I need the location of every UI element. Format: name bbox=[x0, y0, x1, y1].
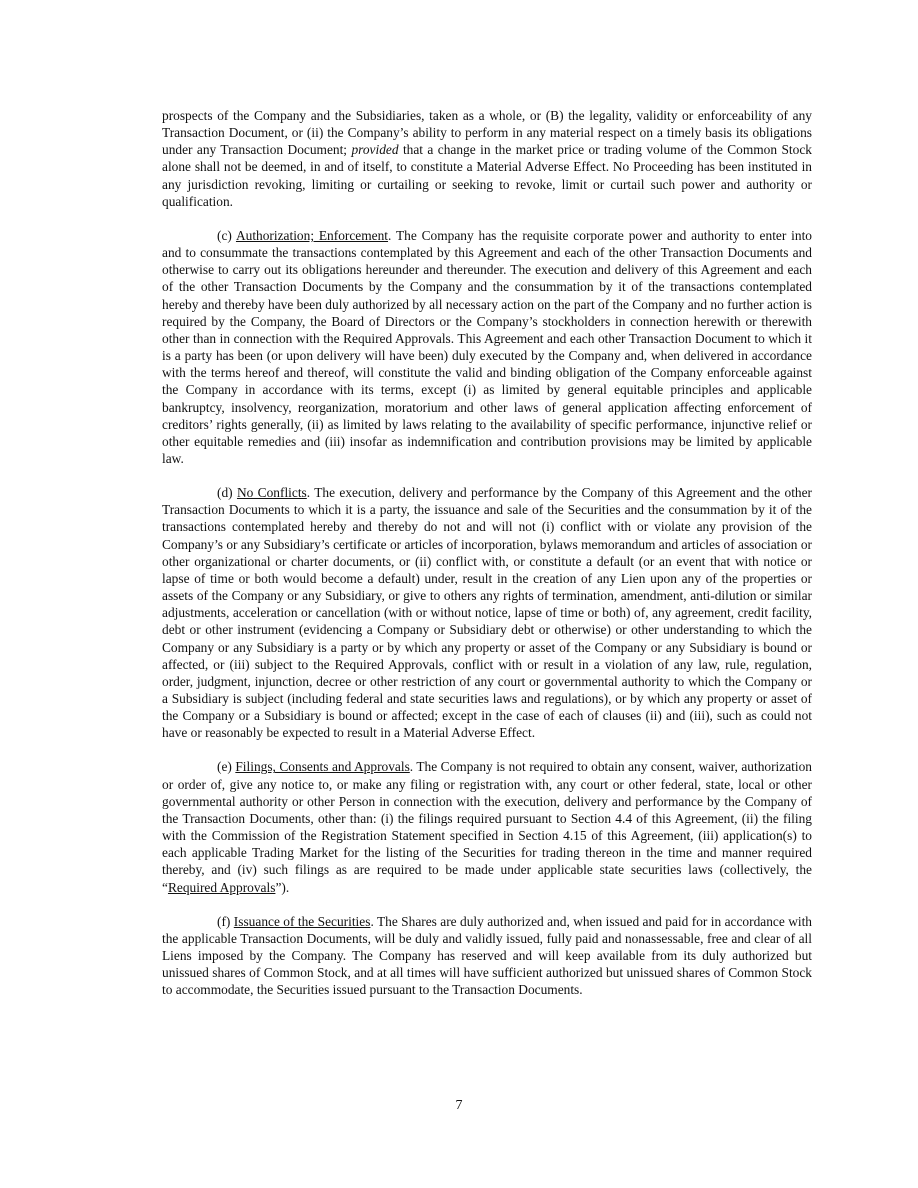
emphasis-provided: provided bbox=[351, 142, 399, 158]
section-c-number: (c) bbox=[217, 227, 236, 243]
section-e-defined-term: Required Approvals bbox=[167, 879, 276, 895]
paragraph-continuation: prospects of the Company and the Subsidiaries, taken as a whole, or (B) the legality, validity or enforceability of any Transaction Document, or (ii) the Company’s ability to perform in any material respect on a timely basis its obligations under any Transaction Document; provided that a change in the market price or trading volume of the Common Stock alone shall not be deemed, in and of itself, to constitute a Material Adverse Effect. No Proceeding has been instituted in any jurisdiction revoking, limiting or curtailing or seeking to revoke, limit or curtail such power and authority or qualification. bbox=[162, 108, 812, 209]
section-f-number: (f) bbox=[217, 913, 234, 929]
section-f-issuance bbox=[162, 913, 812, 999]
section-c-text: . The Company has the requisite corporate power and authority to enter into and to consummate the transactions contemplated by this Agreement and each of the other Transaction Documents and otherwise to carry out its obligations hereunder and thereunder. The execution and delivery of this Agreement and each of the other Transaction Documents by the Company and the consummation by it of the transactions contemplated hereby and thereby have been duly authorized by all necessary action on the part of the Company and no further action is required by the Company, the Board of Directors or the Company’s stockholders in connection herewith or therewith other than in connection with the Required Approvals. This Agreement and each other Transaction Document to which it is a party has been (or upon delivery will have been) duly executed by the Company and, when delivered in accordance with the terms hereof and thereof, will constitute the valid and binding obligation of the Company enforceable against the Company in accordance with its terms, except (i) as limited by general equitable principles and applicable bankruptcy, insolvency, reorganization, moratorium and other laws of general application affecting enforcement of creditors’ rights generally, (ii) as limited by laws relating to the availability of specific performance, injunctive relief or other equitable remedies and (iii) insofar as indemnification and contribution provisions may be limited by applicable law. bbox=[162, 227, 812, 466]
page-number: 7 bbox=[455, 1098, 463, 1113]
section-e-filings: (e) Filings, Consents and Approvals. The Company is not required to obtain any consent, waiver, authorization or order of, give any notice to, or make any filing or registration with, any court or other federal, state, local or other governmental authority or other Person in connection with the execution, delivery and performance by the Company of the Transaction Documents, other than: (i) the filings required pursuant to Section 4.4 of this Agreement, (ii) the filing with the Commission of the Registration Statement specified in Section 4.15 of this Agreement, (iii) application(s) to each applicable Trading Market for the listing of the Securities for trading thereon in the time and manner required thereby, and (iv) such filings as are required to be made under applicable state securities laws (collectively, the “Required Approvals”). bbox=[162, 759, 812, 895]
section-e-heading: Filings, Consents and Approvals bbox=[235, 759, 410, 775]
document-body bbox=[162, 107, 812, 1016]
section-d-number: (d) bbox=[217, 485, 237, 501]
section-c-heading: Authorization; Enforcement bbox=[235, 227, 389, 243]
section-c-authorization bbox=[162, 227, 812, 467]
section-d-no-conflicts bbox=[162, 484, 812, 741]
section-d-heading: No Conflicts bbox=[236, 485, 307, 501]
section-f-heading: Issuance of the Securities bbox=[233, 913, 371, 929]
section-e-number: (e) bbox=[217, 759, 236, 775]
section-e-text: . The Company is not required to obtain any consent, waiver, authorization or order of, give any notice to, or make any filing or registration with, any court or other federal, state, local or other governmental authority or other Person in connection with the execution, delivery and performance by the Company of the Transaction Documents, other than: (i) the filings required pursuant to Section 4.4 of this Agreement, (ii) the filing with the Commission of the Registration Statement specified in Section 4.15 of this Agreement, (iii) application(s) to each applicable Trading Market for the listing of the Securities for trading thereon in the time and manner required thereby, and (iv) such filings as are required to be made under applicable state securities laws (collectively, the “ bbox=[162, 759, 812, 895]
section-f-text: . The Shares are duly authorized and, when issued and paid for in accordance with the applicable Transaction Documents, will be duly and validly issued, fully paid and nonassessable, free and clear of all Liens imposed by the Company. The Company has reserved and will keep available from its duly authorized but unissued shares of Common Stock, and at all times will have sufficient authorized but unissued shares of Common Stock to accommodate, the Securities issued pursuant to the Transaction Documents. bbox=[162, 913, 812, 998]
section-d-text: . The execution, delivery and performance by the Company of this Agreement and the other Transaction Documents to which it is a party, the issuance and sale of the Securities and the consummation by it of the transactions contemplated hereby and thereby do not and will not (i) conflict with or violate any provision of the Company’s or any Subsidiary’s certificate or articles of incorporation, bylaws memorandum and articles of association or other organizational or charter documents, or (ii) conflict with, or constitute a default (or an event that with notice or lapse of time or both would become a default) under, result in the creation of any Lien upon any of the properties or assets of the Company or any Subsidiary, or give to others any rights of termination, amendment, anti-dilution or similar adjustments, acceleration or cancellation (with or without notice, lapse of time or both) of, any agreement, credit facility, debt or other instrument (evidencing a Company or Subsidiary debt or otherwise) or other understanding to which the Company or any Subsidiary is a party or by which any property or asset of the Company or any Subsidiary is bound or affected, or (iii) subject to the Required Approvals, conflict with or result in a violation of any law, rule, regulation, order, judgment, injunction, decree or other restriction of any court or governmental authority to which the Company or a Subsidiary is subject (including federal and state securities laws and regulations), or by which any property or asset of the Company or a Subsidiary is bound or affected; except in the case of each of clauses (ii) and (iii), such as could not have or reasonably be expected to result in a Material Adverse Effect. bbox=[162, 485, 813, 741]
